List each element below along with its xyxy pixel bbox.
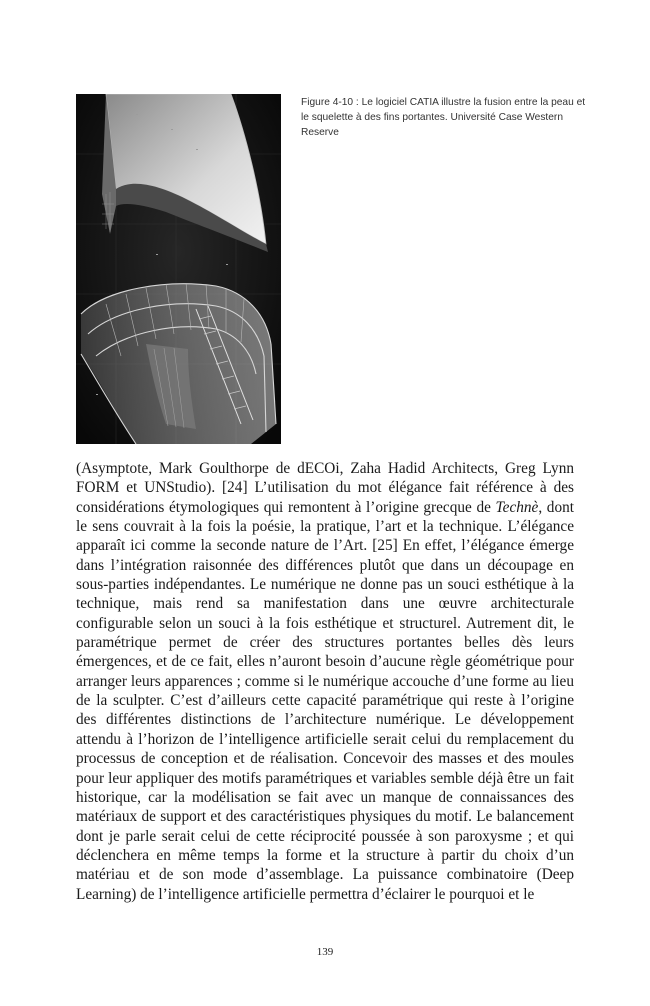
body-italic-word: Technè [495, 498, 539, 516]
body-paragraph [76, 459, 574, 904]
page-number: 139 [316, 946, 334, 958]
figure-image [76, 94, 281, 444]
figure-caption: Figure 4-10 : Le logiciel CATIA illustre la fusion entre la peau et le squelette à des fins portantes. Université Case Western Reserve [301, 97, 586, 139]
body-text-after-italic: , dont le sens couvrait à la fois la poésie, la pratique, l’art et la technique. L’élégance apparaît ici comme la seconde nature de l’Art. [25] En effet, l’élégance émerge dans l’intégration raisonnée des différences plutôt que dans un découpage en sous-parties indépendantes. Le numérique ne donne pas un souci esthétique à la technique, mais rend sa manifestation dans une œuvre architecturale configurable selon un souci à la fois esthétique et structurel. Autrement dit, le paramétrique permet de créer des structures portantes belles dès leurs émergences, et de ce fait, elles n’auront besoin d’aucune règle géométrique pour arranger leurs apparences ; comme si le numérique accouche d’une forme au lieu de la sculpter. C’est d’ailleurs cette capacité paramétrique qui reste à l’origine des différentes distinctions de l’architecture numérique. Le développement attendu à l’horizon de l’intelligence artificielle serait celui du remplacement du processus de conception et de réalisation. Concevoir des masses et des moules pour leur appliquer des motifs paramétriques et variables semble déjà être un fait historique, car la modélisation se fait avec un manque de connaissances des matériaux de support et des caractéristiques physiques du motif. Le balancement dont je parle serait celui de cette réciprocité poussée à son paroxysme ; et qui déclenchera en même temps la forme et la structure à partir du choix d’un matériau et de son mode d’assemblage. La puissance combinatoire (Deep Learning) de l’intelligence artificielle permettra d’éclairer le pourquoi et le [76, 498, 575, 903]
body-text-before-italic: (Asymptote, Mark Goulthorpe de dECOi, Zaha Hadid Architects, Greg Lynn FORM et UNStudio). [24] L’utilisation du mot élégance fait référence à des considérations étymologiques qui remontent à l’origine grecque de [76, 460, 574, 516]
